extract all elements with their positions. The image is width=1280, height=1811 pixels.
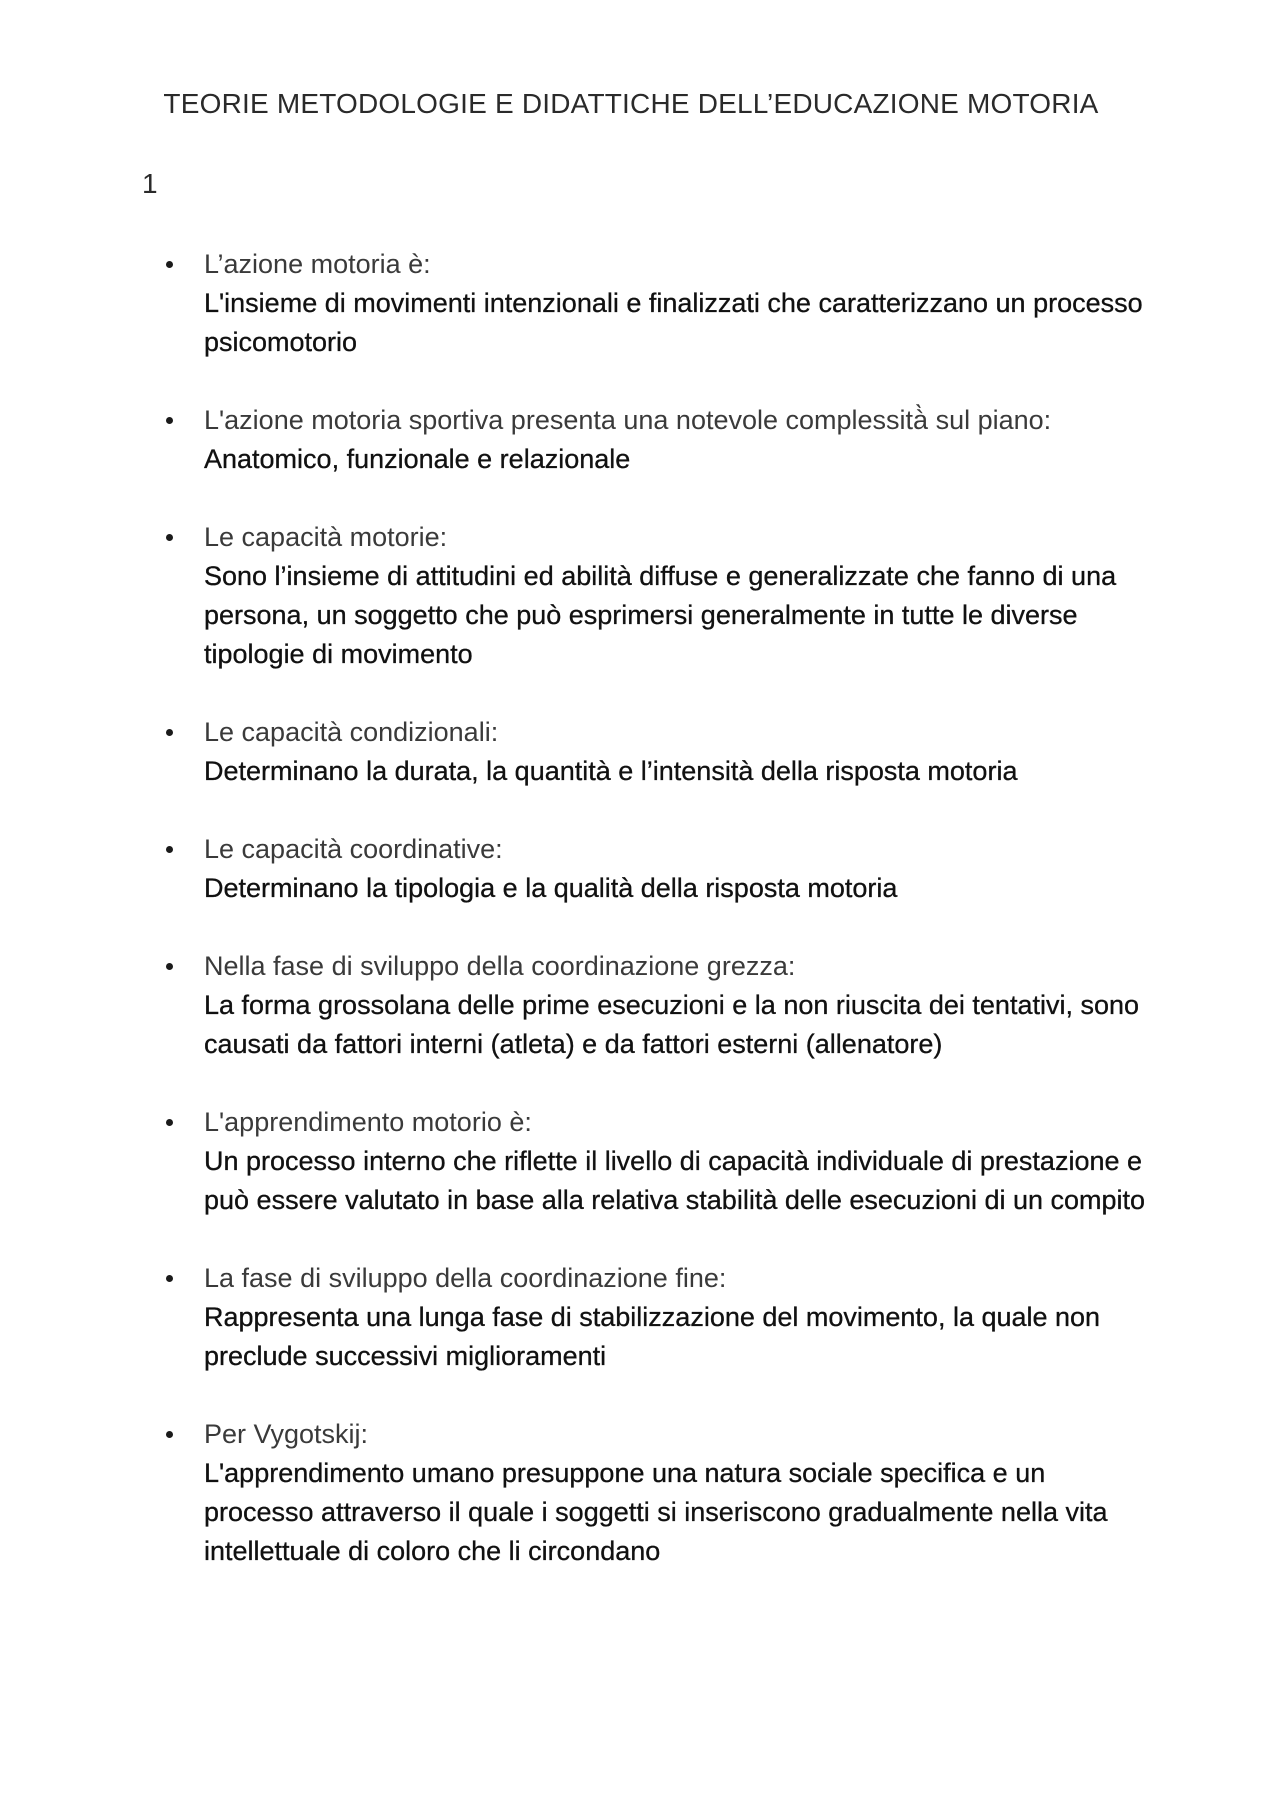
question-text: L'apprendimento motorio è: xyxy=(204,1107,532,1137)
document-title: TEORIE METODOLOGIE E DIDATTICHE DELL’EDUCAZIONE MOTORIA xyxy=(163,88,1099,119)
list-item xyxy=(166,1102,1146,1220)
question-text: L’azione motoria è: xyxy=(204,249,431,279)
answer-text: La forma grossolana delle prime esecuzioni e la non riuscita dei tentativi, sono causati da fattori interni (atleta) e da fattori esterni (allenatore) xyxy=(204,990,1140,1059)
question-text: L'azione motoria sportiva presenta una notevole complessità̀ sul piano: xyxy=(204,405,1052,435)
list-item xyxy=(166,400,1146,479)
list-item xyxy=(166,946,1146,1064)
answer-text: Determinano la tipologia e la qualità della risposta motoria xyxy=(204,873,898,903)
question-text: Le capacità condizionali: xyxy=(204,717,499,747)
list-item xyxy=(166,712,1146,791)
answer-text: Rappresenta una lunga fase di stabilizzazione del movimento, la quale non preclude successivi miglioramenti xyxy=(204,1302,1101,1371)
question-text: Le capacità motorie: xyxy=(204,522,448,552)
list-item xyxy=(166,517,1146,674)
question-answer-list xyxy=(166,244,1146,1609)
answer-text: Sono l’insieme di attitudini ed abilità diffuse e generalizzate che fanno di una persona, un soggetto che può esprimersi generalmente in tutte le diverse tipologie di movimento xyxy=(204,561,1117,669)
answer-text: L'apprendimento umano presuppone una natura sociale specifica e un processo attraverso il quale i soggetti si inseriscono gradualmente nella vita intellettuale di coloro che li circondano xyxy=(204,1458,1108,1566)
list-item xyxy=(166,244,1146,362)
question-text: Per Vygotskij: xyxy=(204,1419,369,1449)
answer-text: Un processo interno che riflette il livello di capacità individuale di prestazione e può essere valutato in base alla relativa stabilità delle esecuzioni di un compito xyxy=(204,1146,1146,1215)
question-text: Nella fase di sviluppo della coordinazione grezza: xyxy=(204,951,796,981)
answer-text: Determinano la durata, la quantità e l’intensità della risposta motoria xyxy=(204,756,1018,786)
list-item xyxy=(166,829,1146,908)
page-number: 1 xyxy=(142,168,158,199)
answer-text: L'insieme di movimenti intenzionali e finalizzati che caratterizzano un processo psicomotorio xyxy=(204,288,1143,357)
list-item xyxy=(166,1414,1146,1571)
question-text: Le capacità coordinative: xyxy=(204,834,503,864)
question-text: La fase di sviluppo della coordinazione fine: xyxy=(204,1263,727,1293)
answer-text: Anatomico, funzionale e relazionale xyxy=(204,444,631,474)
list-item xyxy=(166,1258,1146,1376)
